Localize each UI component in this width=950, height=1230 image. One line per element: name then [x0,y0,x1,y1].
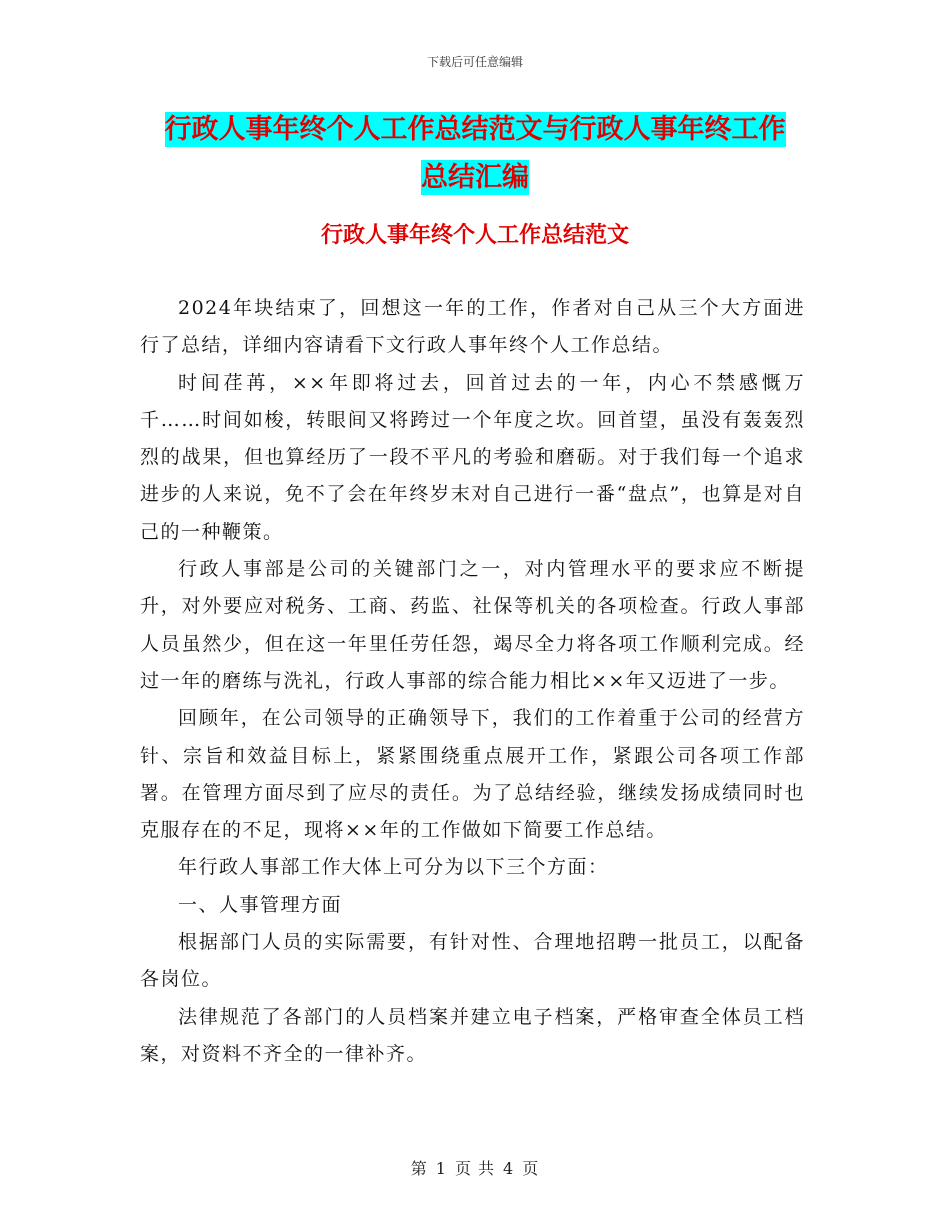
footer-label-pre: 第 [410,1159,428,1178]
section-heading: 一、人事管理方面 [178,893,343,916]
paragraph: 年行政人事部工作大体上可分为以下三个方面： [178,856,609,879]
paragraph: 回顾年，在公司领导的正确领导下，我们的工作着重于公司的经营方针、宗旨和效益目标上，紧紧围绕重点展开工作，紧跟公司各项工作部署。在管理方面尽到了应尽的责任。为了总结经验，继续发扬成绩同时也克服存在的不足，现将××年的工作做如下简要工作总结。 [140,707,805,842]
paragraph: 法律规范了各部门的人员档案并建立电子档案，严格审查全体员工档案，对资料不齐全的一律补齐。 [140,1005,805,1065]
section-title: 行政人事年终个人工作总结范文 [320,223,629,248]
paragraph: 行政人事部是公司的关键部门之一，对内管理水平的要求应不断提升，对外要应对税务、工商、药监、社保等机关的各项检查。行政人事部人员虽然少，但在这一年里任劳任怨，竭尽全力将各项工作顺利完成。经过一年的磨练与洗礼，行政人事部的综合能力相比××年又迈进了一步。 [140,558,805,692]
page-current: 1 [435,1159,447,1178]
page-footer [0,1156,950,1179]
document-title-line1: 行政人事年终个人工作总结范文与行政人事年终工作 [164,114,786,145]
paragraph: 时间荏苒，××年即将过去，回首过去的一年，内心不禁感慨万千……时间如梭，转眼间又将跨过一个年度之坎。回首望，虽没有轰轰烈烈的战果，但也算经历了一段不平凡的考验和磨砺。对于我们每一个追求进步的人来说，免不了会在年终岁末对自己进行一番“盘点”，也算是对自己的一种鞭策。 [140,371,805,543]
document-body [140,290,805,1073]
document-title-line2: 总结汇编 [421,162,529,193]
page-total: 4 [503,1159,515,1178]
footer-label-mid: 页 共 [454,1159,496,1178]
paragraph: 根据部门人员的实际需要，有针对性、合理地招聘一批员工，以配备各岗位。 [140,931,805,991]
paragraph: 2024年块结束了，回想这一年的工作，作者对自己从三个大方面进行了总结，详细内容请看下文行政人事年终个人工作总结。 [140,297,805,357]
footer-label-post: 页 [522,1159,540,1178]
document-title [140,106,810,202]
header-note: 下载后可任意编辑 [426,55,523,69]
